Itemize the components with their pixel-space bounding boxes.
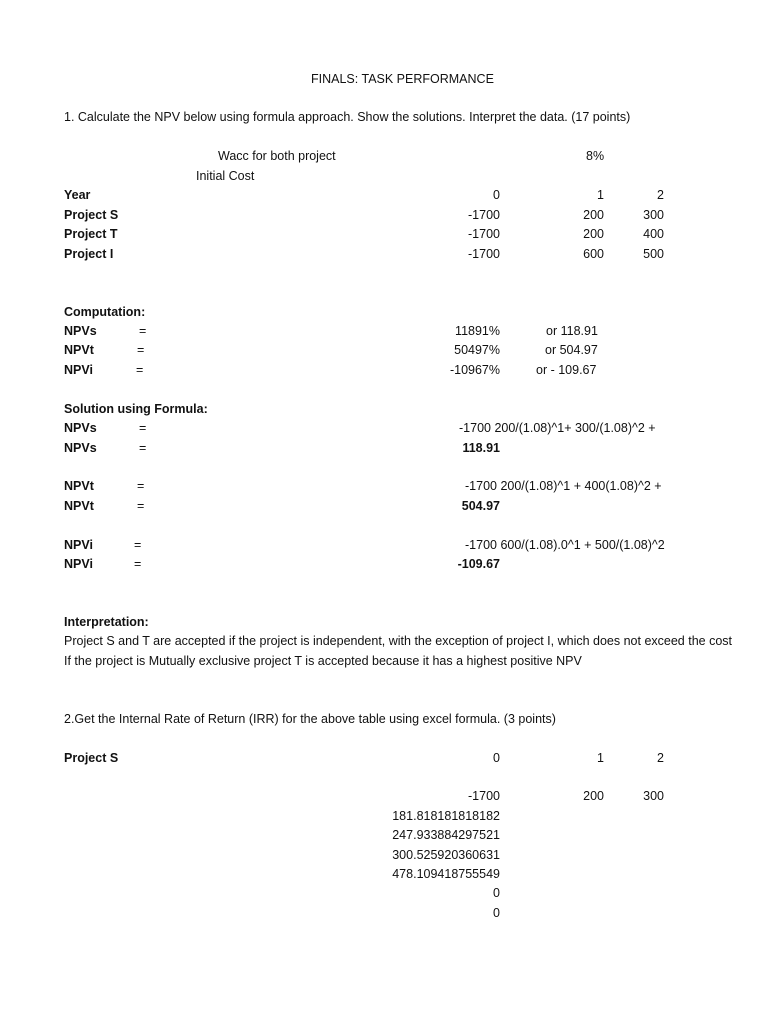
npv-label: NPVi [64, 557, 93, 571]
irr-cashflow: 300 [643, 789, 664, 803]
irr-cashflow: -1700 [468, 789, 500, 803]
npv-label: NPVs [64, 324, 97, 338]
irr-value-cell: 181.818181818182 [392, 809, 500, 823]
npv-percent-value: -10967% [449, 363, 500, 377]
npv-label: NPVs [64, 441, 97, 455]
year-2-header: 2 [657, 188, 664, 202]
equals-sign: = [134, 538, 142, 552]
irr-value-cell: 0 [493, 886, 500, 900]
equals-sign: = [134, 557, 142, 571]
npv-percent-value: 11891% [455, 324, 500, 338]
wacc-label: Wacc for both project [218, 149, 336, 163]
irr-year-0: 0 [493, 751, 500, 765]
interpretation-line: Project S and T are accepted if the project is independent, with the exception of project I, which does not exceed the cost [64, 634, 732, 648]
npv-label: NPVi [64, 363, 93, 377]
formula-result: -109.67 [457, 557, 500, 571]
irr-year-1: 1 [597, 751, 604, 765]
table-cell: 300 [643, 208, 664, 222]
equals-sign: = [139, 441, 147, 455]
formula-expression: -1700 200/(1.08)^1+ 300/(1.08)^2 + [459, 421, 656, 435]
table-row-label: Project I [64, 247, 114, 261]
irr-value-cell: 300.525920360631 [392, 848, 500, 862]
irr-value-cell: 247.933884297521 [392, 828, 500, 842]
table-cell: 200 [583, 227, 604, 241]
interpretation-line: If the project is Mutually exclusive project T is accepted because it has a highest positive NPV [64, 654, 582, 668]
npv-label: NPVi [64, 538, 93, 552]
table-cell: 500 [643, 247, 664, 261]
initial-cost-label: Initial Cost [196, 169, 255, 183]
equals-sign: = [137, 343, 145, 357]
formula-result: 504.97 [461, 499, 500, 513]
irr-project-label: Project S [64, 751, 119, 765]
equals-sign: = [137, 479, 145, 493]
question-1: 1. Calculate the NPV below using formula approach. Show the solutions. Interpret the data. (17 points) [64, 110, 631, 124]
table-row-label: Project T [64, 227, 118, 241]
equals-sign: = [136, 363, 144, 377]
irr-value-cell: 0 [493, 906, 500, 920]
table-cell: -1700 [468, 208, 500, 222]
question-2: 2.Get the Internal Rate of Return (IRR) for the above table using excel formula. (3 points) [64, 712, 556, 726]
npv-percent-value: 50497% [454, 343, 500, 357]
npv-label: NPVt [64, 499, 94, 513]
table-cell: -1700 [468, 227, 500, 241]
interpretation-heading: Interpretation: [64, 615, 149, 629]
year-header: Year [64, 188, 91, 202]
year-0-header: 0 [493, 188, 500, 202]
npv-alt-value: or 504.97 [545, 343, 598, 357]
table-cell: 600 [583, 247, 604, 261]
formula-expression: -1700 200/(1.08)^1 + 400(1.08)^2 + [465, 479, 662, 493]
npv-alt-value: or 118.91 [546, 324, 598, 338]
equals-sign: = [139, 324, 147, 338]
npv-label: NPVs [64, 421, 97, 435]
irr-year-2: 2 [657, 751, 664, 765]
equals-sign: = [139, 421, 147, 435]
year-1-header: 1 [597, 188, 604, 202]
npv-label: NPVt [64, 343, 94, 357]
irr-cashflow: 200 [583, 789, 604, 803]
table-row-label: Project S [64, 208, 119, 222]
irr-value-cell: 478.109418755549 [392, 867, 500, 881]
page-title: FINALS: TASK PERFORMANCE [311, 72, 494, 86]
wacc-value: 8% [586, 149, 605, 163]
equals-sign: = [137, 499, 145, 513]
npv-alt-value: or - 109.67 [536, 363, 597, 377]
table-cell: -1700 [468, 247, 500, 261]
table-cell: 400 [643, 227, 664, 241]
npv-label: NPVt [64, 479, 94, 493]
formula-heading: Solution using Formula: [64, 402, 208, 416]
formula-expression: -1700 600/(1.08).0^1 + 500/(1.08)^2 [465, 538, 665, 552]
computation-heading: Computation: [64, 305, 146, 319]
formula-result: 118.91 [462, 441, 500, 455]
table-cell: 200 [583, 208, 604, 222]
